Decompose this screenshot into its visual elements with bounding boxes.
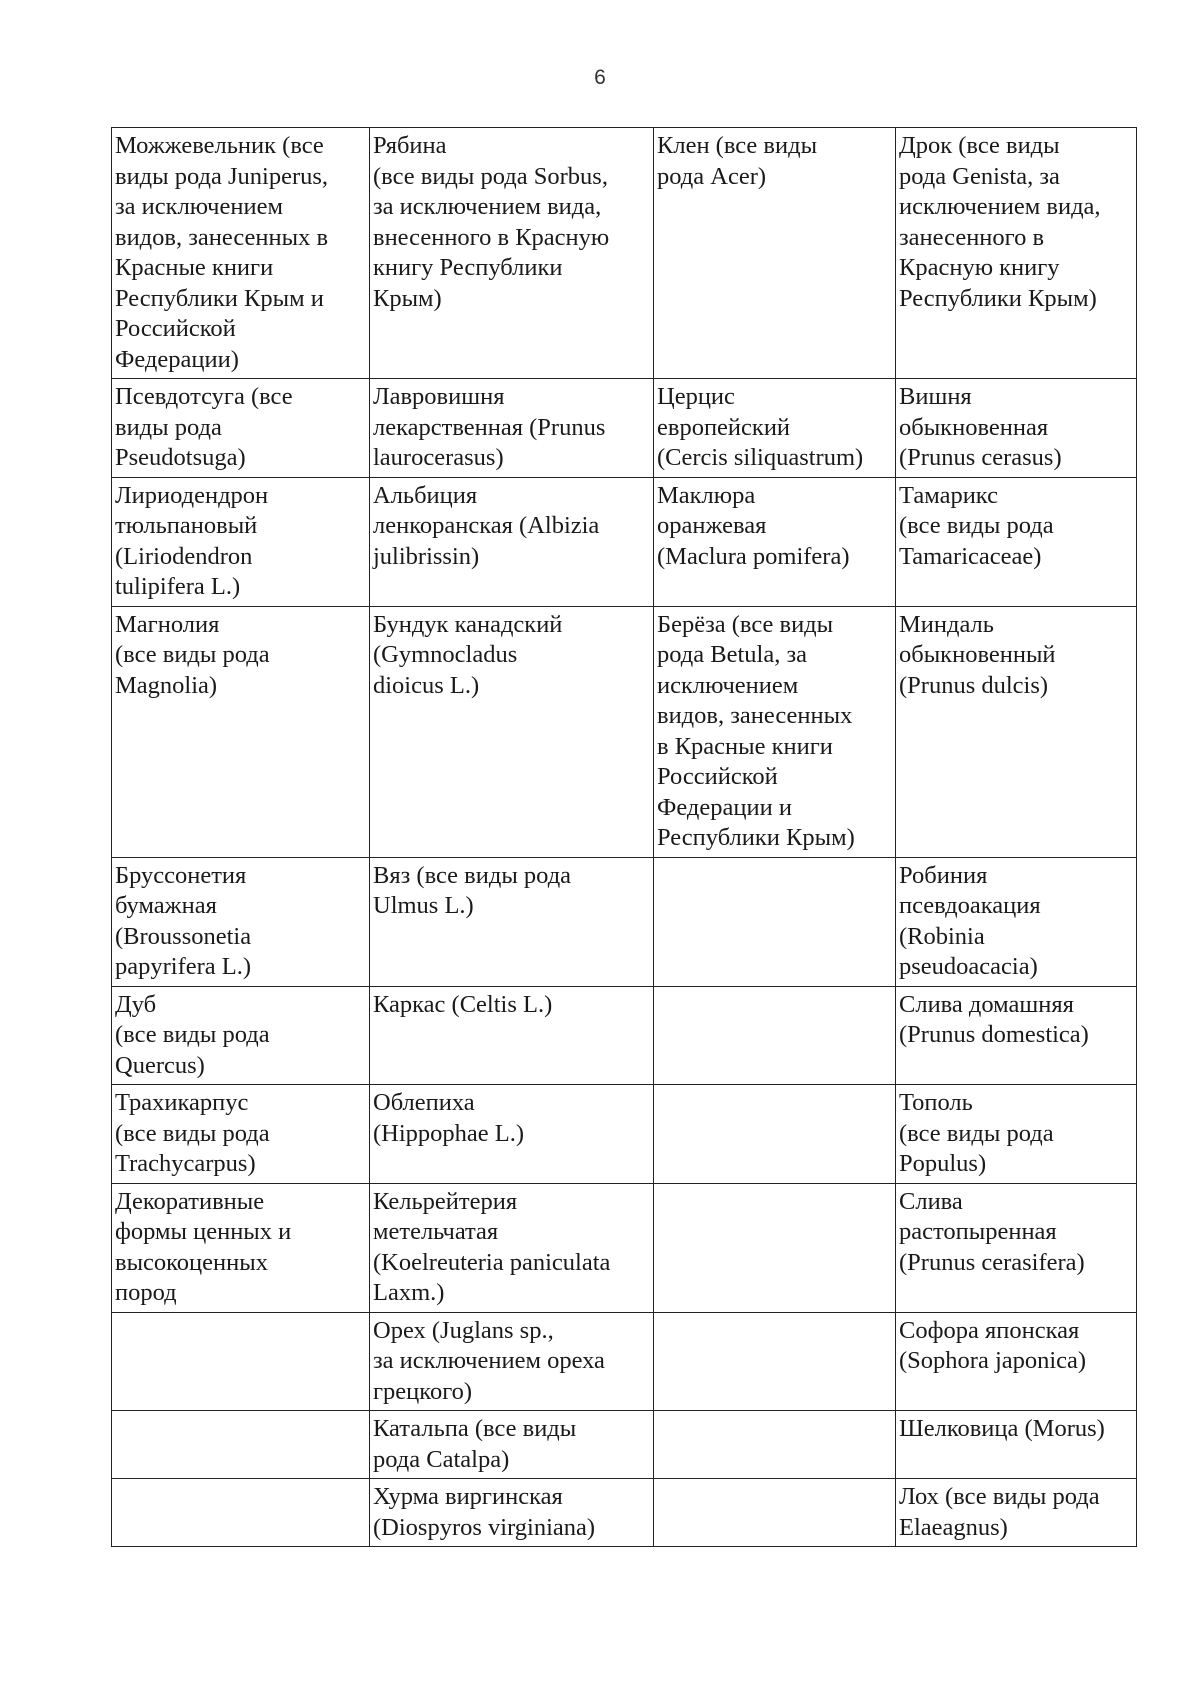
cell-text: Кельрейтерия метельчатая (Koelreuteria paniculata Laxm.) xyxy=(373,1187,611,1306)
cell-text: Клен (все виды рода Acer) xyxy=(657,132,818,190)
table-cell xyxy=(370,1085,654,1184)
table-cell xyxy=(370,379,654,478)
cell-text: Лириодендрон тюльпановый (Liriodendron tulipifera L.) xyxy=(115,481,269,600)
cell-text: Рябина (все виды рода Sorbus, за исключением вида, внесенного в Красную книгу Республики Крым) xyxy=(373,132,610,312)
table-row xyxy=(112,477,1137,606)
table-cell xyxy=(654,606,896,857)
table-cell xyxy=(896,1411,1137,1479)
cell-text: Псевдотсуга (все виды рода Pseudotsuga) xyxy=(115,383,293,471)
cell-text: Магнолия (все виды рода Magnolia) xyxy=(115,610,270,699)
table-cell xyxy=(896,857,1137,986)
cell-text: Робиния псевдоакация (Robinia pseudoacacia) xyxy=(899,861,1041,980)
table-cell xyxy=(654,379,896,478)
table-cell xyxy=(112,857,370,986)
cell-text: Орех (Juglans sp., за исключением ореха грецкого) xyxy=(373,1316,605,1405)
cell-text: Трахикарпус (все виды рода Trachycarpus) xyxy=(115,1089,270,1177)
table-cell xyxy=(654,1312,896,1411)
table-row xyxy=(112,1183,1137,1312)
cell-text: Шелковица (Morus) xyxy=(899,1415,1105,1442)
table-cell xyxy=(654,1479,896,1547)
cell-text: Тополь (все виды рода Populus) xyxy=(899,1089,1054,1177)
table-cell xyxy=(112,1411,370,1479)
table-cell xyxy=(896,1085,1137,1184)
table-cell xyxy=(896,1479,1137,1547)
cell-text: Альбиция ленкоранская (Albizia julibrissin) xyxy=(373,481,600,570)
table-cell xyxy=(112,379,370,478)
cell-text: Дуб (все виды рода Quercus) xyxy=(115,990,270,1079)
table-cell xyxy=(654,1085,896,1184)
cell-text: Хурма виргинская (Diospyros virginiana) xyxy=(373,1483,596,1541)
cell-text: Облепиха (Hippophae L.) xyxy=(373,1089,525,1147)
cell-text: Слива растопыренная (Prunus cerasifera) xyxy=(899,1187,1085,1276)
table-cell xyxy=(112,128,370,379)
cell-text: Миндаль обыкновенный (Prunus dulcis) xyxy=(899,610,1056,699)
cell-text: Тамарикс (все виды рода Tamaricaceae) xyxy=(899,481,1054,570)
table-cell xyxy=(654,1411,896,1479)
table-cell xyxy=(654,477,896,606)
cell-text: Вяз (все виды рода Ulmus L.) xyxy=(373,861,572,919)
table-row xyxy=(112,379,1137,478)
table-cell xyxy=(654,986,896,1085)
table-row xyxy=(112,1085,1137,1184)
table-row xyxy=(112,128,1137,379)
table-cell xyxy=(112,1085,370,1184)
table-cell xyxy=(112,1183,370,1312)
table-row xyxy=(112,1479,1137,1547)
table-row xyxy=(112,986,1137,1085)
table-cell xyxy=(370,128,654,379)
cell-text: Маклюра оранжевая (Maclura pomifera) xyxy=(657,481,850,570)
cell-text: Лавровишня лекарственная (Prunus laurocerasus) xyxy=(373,383,606,471)
cell-text: Бундук канадский (Gymnocladus dioicus L.) xyxy=(373,610,563,699)
table-cell xyxy=(112,606,370,857)
table-cell xyxy=(370,1411,654,1479)
table-cell xyxy=(112,986,370,1085)
cell-text: Вишня обыкновенная (Prunus cerasus) xyxy=(899,383,1062,471)
table-row xyxy=(112,606,1137,857)
table-cell xyxy=(370,1183,654,1312)
cell-text: Берёза (все виды рода Betula, за исключением видов, занесенных в Красные книги Российской Федерации и Республики Крым) xyxy=(657,610,855,851)
page-number: 6 xyxy=(594,66,606,89)
table-cell xyxy=(896,1183,1137,1312)
cell-text: Бруссонетия бумажная (Broussonetia papyrifera L.) xyxy=(115,861,252,980)
table-cell xyxy=(370,606,654,857)
species-table xyxy=(111,127,1137,1547)
table-cell xyxy=(112,477,370,606)
cell-text: Катальпа (все виды рода Catalpa) xyxy=(373,1415,577,1473)
table-cell xyxy=(896,128,1137,379)
cell-text: Декоративные формы ценных и высокоценных пород xyxy=(115,1187,292,1306)
table-cell xyxy=(370,1312,654,1411)
table-cell xyxy=(370,1479,654,1547)
table-cell xyxy=(896,986,1137,1085)
cell-text: Церцис европейский (Cercis siliquastrum) xyxy=(657,383,864,471)
table-row xyxy=(112,1411,1137,1479)
table-row xyxy=(112,857,1137,986)
table-cell xyxy=(370,477,654,606)
table-cell xyxy=(896,1312,1137,1411)
table-cell xyxy=(896,477,1137,606)
table-cell xyxy=(896,606,1137,857)
table-cell xyxy=(896,379,1137,478)
table-cell xyxy=(370,986,654,1085)
species-table-body xyxy=(112,128,1137,1547)
table-cell xyxy=(112,1312,370,1411)
cell-text: Софора японская (Sophora japonica) xyxy=(899,1316,1087,1374)
table-cell xyxy=(654,857,896,986)
table-cell xyxy=(654,1183,896,1312)
cell-text: Слива домашняя (Prunus domestica) xyxy=(899,990,1089,1048)
table-cell xyxy=(654,128,896,379)
cell-text: Каркас (Celtis L.) xyxy=(373,990,553,1018)
table-cell xyxy=(370,857,654,986)
table-row xyxy=(112,1312,1137,1411)
cell-text: Можжевельник (все виды рода Juniperus, за исключением видов, занесенных в Красные книги Республики Крым и Российской Федерации) xyxy=(115,132,329,373)
cell-text: Лох (все виды рода Elaeagnus) xyxy=(899,1483,1100,1541)
table-cell xyxy=(112,1479,370,1547)
cell-text: Дрок (все виды рода Genista, за исключением вида, занесенного в Красную книгу Республики Крым) xyxy=(899,132,1101,312)
